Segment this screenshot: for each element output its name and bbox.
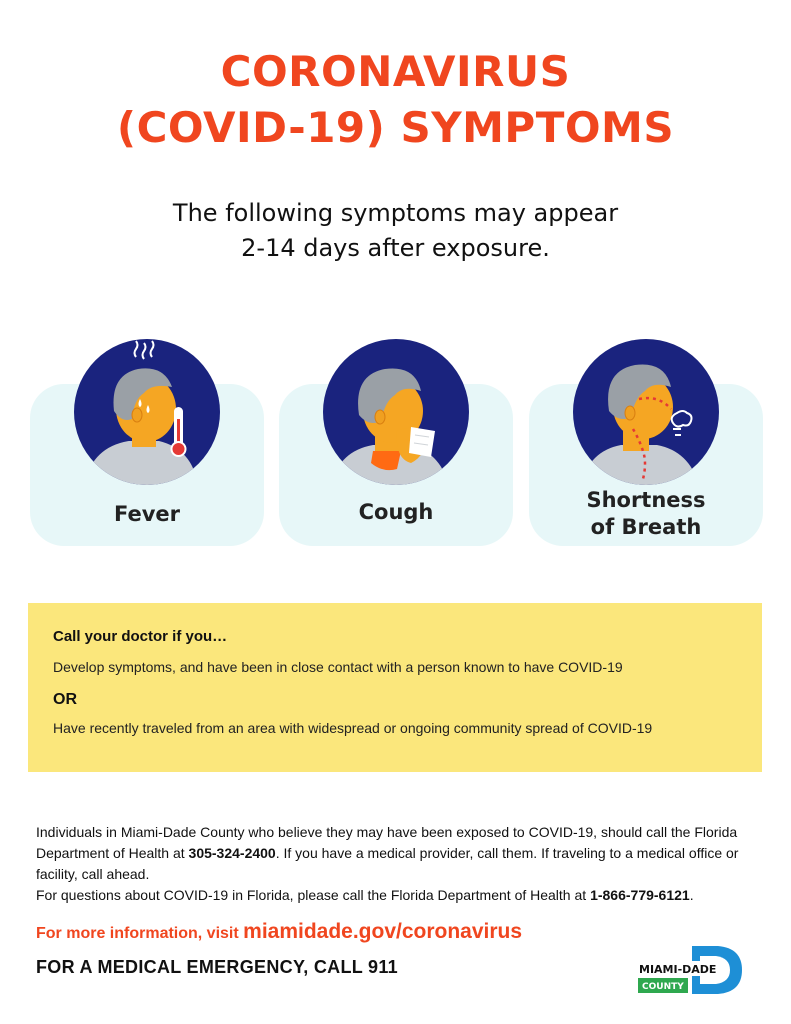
title-line-1: CORONAVIRUS [220, 47, 571, 96]
info-paragraph-1 [36, 822, 766, 885]
doh-state-phone: 1-866-779-6121 [590, 887, 690, 903]
doh-local-phone: 305-324-2400 [188, 845, 276, 861]
call-or-label: OR [53, 691, 77, 708]
more-info-url[interactable]: miamidade.gov/coronavirus [243, 920, 523, 943]
fever-icon [74, 339, 220, 485]
more-info [36, 920, 522, 944]
logo-line-2: COUNTY [642, 982, 684, 992]
symptom-label-shortness-of-breath [529, 487, 763, 541]
subtitle-line-1: The following symptoms may appear [172, 199, 619, 227]
title-line-2: (COVID-19) SYMPTOMS [116, 103, 675, 152]
logo-line-1: MIAMI-DADE [639, 963, 717, 976]
miami-dade-county-logo [638, 944, 744, 996]
symptom-label-cough: Cough [358, 500, 434, 524]
call-condition-travel: Have recently traveled from an area with widespread or ongoing community spread of COVID-19 [53, 720, 653, 736]
info-p1-text-a: Individuals in Miami-Dade County who believe they may have been exposed to COVID-19, should call the Florida Department of Health at [36, 824, 738, 861]
info-p2-text-b: . [689, 887, 694, 903]
call-doctor-heading: Call your doctor if you… [53, 628, 228, 645]
info-p1-text-b: . If you have a medical provider, call them. If traveling to a medical office or facility, call ahead. [36, 845, 739, 882]
shortness-of-breath-icon [573, 339, 719, 485]
call-condition-contact: Develop symptoms, and have been in close contact with a person known to have COVID-19 [53, 659, 623, 675]
more-info-prefix: For more information, visit [36, 925, 244, 942]
symptom-label-line-1: Shortness [586, 488, 706, 512]
subtitle [0, 196, 791, 266]
call-doctor-box [28, 603, 762, 772]
info-p2-text-a: For questions about COVID-19 in Florida, please call the Florida Department of Health at [36, 887, 591, 903]
symptom-label-line-2: of Breath [590, 515, 702, 539]
info-paragraph-2 [36, 885, 766, 906]
cough-icon [323, 339, 469, 485]
page-title [0, 44, 791, 156]
symptom-label-fever: Fever [113, 502, 181, 526]
emergency-notice: FOR A MEDICAL EMERGENCY, CALL 911 [36, 957, 398, 977]
info-text [36, 822, 766, 906]
subtitle-line-2: 2-14 days after exposure. [241, 234, 550, 262]
